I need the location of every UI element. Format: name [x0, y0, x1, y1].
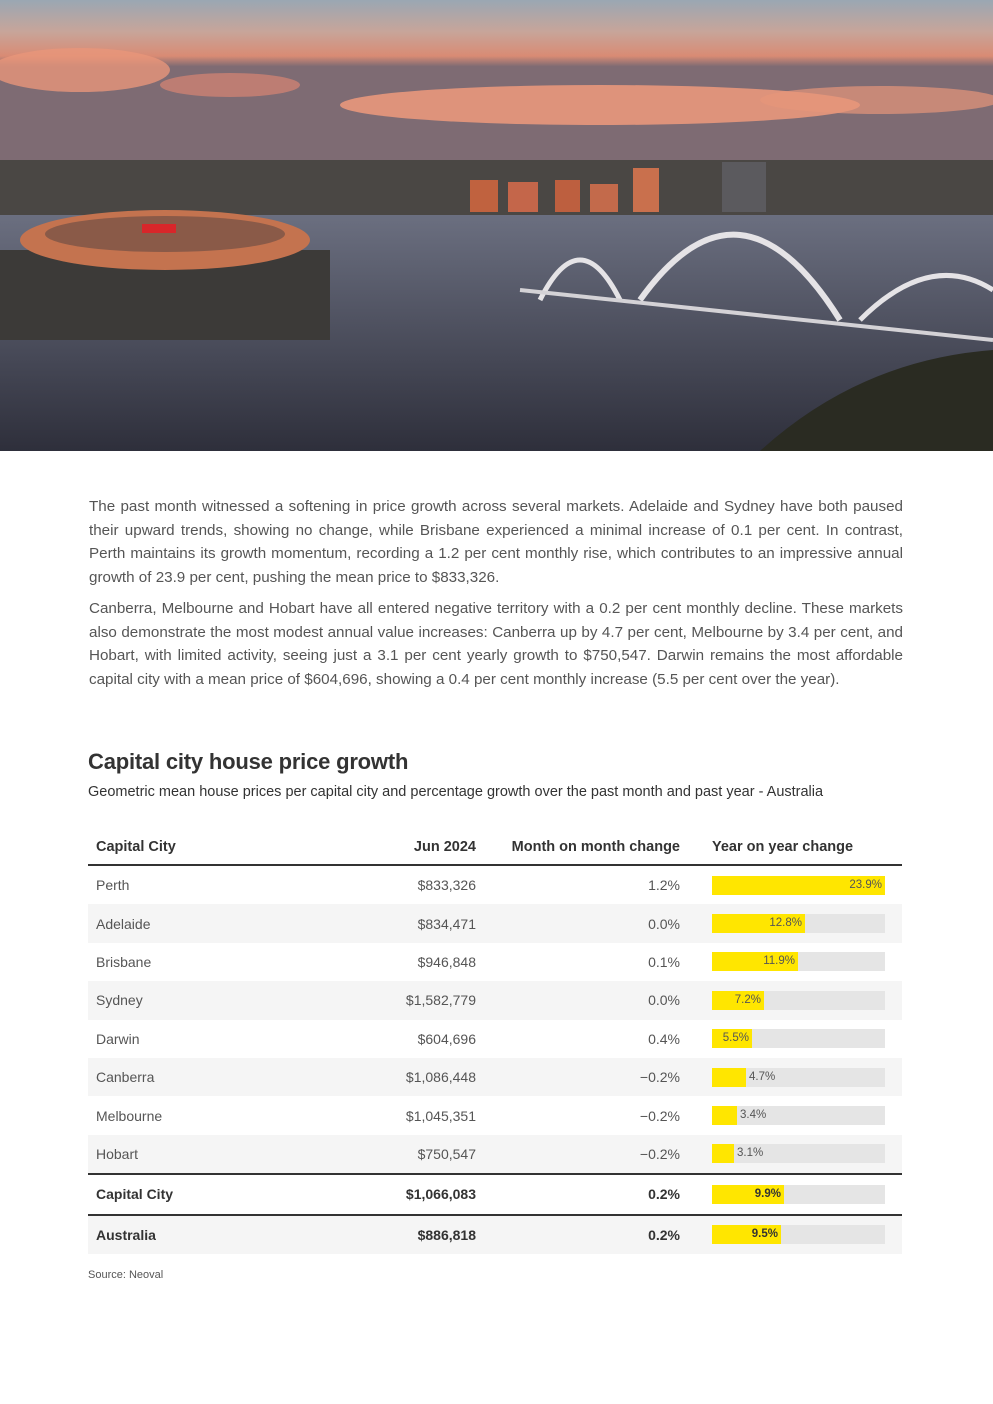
yoy-bar-track	[712, 1225, 885, 1244]
yoy-bar	[712, 1106, 737, 1125]
chart-title: Capital city house price growth	[88, 749, 409, 774]
article-body	[89, 495, 903, 699]
price-growth-table	[88, 829, 902, 1254]
yoy-bar-track	[712, 952, 885, 971]
cell-city: Melbourne	[96, 1107, 163, 1124]
table-row	[88, 981, 902, 1019]
cell-yoy	[680, 1029, 902, 1048]
cell-price: $1,066,083	[405, 1186, 476, 1203]
yoy-label: 9.5%	[751, 1228, 778, 1241]
yoy-label: 12.8%	[769, 917, 802, 930]
cell-yoy	[680, 1106, 902, 1125]
hero-photo	[0, 0, 993, 451]
table-header	[88, 829, 902, 866]
table-body	[88, 866, 902, 1254]
yoy-label: 3.1%	[737, 1147, 764, 1160]
cell-mom: 0.0%	[648, 915, 680, 932]
header-capital-city: Capital City	[96, 838, 176, 855]
table-row	[88, 904, 902, 942]
table-row	[88, 1214, 902, 1254]
yoy-bar	[712, 1068, 746, 1087]
table-row	[88, 1020, 902, 1058]
cell-mom: 0.2%	[648, 1226, 680, 1243]
cell-price: $833,326	[417, 877, 476, 894]
cell-city: Darwin	[96, 1030, 140, 1047]
yoy-bar-track	[712, 991, 885, 1010]
cell-mom: 0.1%	[648, 953, 680, 970]
header-month-on-month: Month on month change	[511, 838, 680, 855]
yoy-bar-track	[712, 1144, 885, 1163]
cell-price: $946,848	[417, 953, 476, 970]
cell-price: $1,045,351	[405, 1107, 476, 1124]
cell-price: $1,086,448	[405, 1069, 476, 1086]
yoy-label: 7.2%	[734, 993, 761, 1006]
cell-mom: 1.2%	[648, 877, 680, 894]
cell-mom: 0.2%	[648, 1186, 680, 1203]
yoy-label: 3.4%	[740, 1109, 767, 1122]
cell-city: Sydney	[96, 992, 143, 1009]
yoy-label: 9.9%	[754, 1187, 781, 1200]
cell-mom: −0.2%	[639, 1069, 680, 1086]
cell-city: Australia	[96, 1226, 156, 1243]
yoy-bar-track	[712, 1068, 885, 1087]
header-jun-2024: Jun 2024	[413, 838, 476, 855]
cell-yoy	[680, 876, 902, 895]
yoy-bar-track	[712, 1185, 885, 1204]
yoy-label: 4.7%	[749, 1070, 776, 1083]
cell-city: Perth	[96, 877, 130, 894]
cell-city: Capital City	[96, 1186, 174, 1203]
yoy-label: 11.9%	[763, 955, 795, 968]
table-row	[88, 1096, 902, 1134]
cell-yoy	[680, 914, 902, 933]
table-row	[88, 1135, 902, 1173]
yoy-label: 23.9%	[849, 878, 882, 891]
table-row	[88, 1173, 902, 1213]
yoy-bar-track	[712, 1106, 885, 1125]
cell-yoy	[680, 1144, 902, 1163]
cell-city: Canberra	[96, 1069, 155, 1086]
yoy-label: 5.5%	[722, 1032, 749, 1045]
cell-yoy	[680, 952, 902, 971]
table-row	[88, 866, 902, 904]
paragraph-1: The past month witnessed a softening in price growth across several markets. Adelaide and Sydney have both paused their upward trends, showing no change, while Brisbane experienced a minimal increase of 0.1 per cent. In contrast, Perth maintains its growth momentum, recording a 1.2 per cent monthly rise, which contributes to an impressive annual growth of 23.9 per cent, pushing the mean price to $833,326.	[89, 498, 903, 586]
cell-city: Hobart	[96, 1145, 139, 1162]
yoy-bar-track	[712, 876, 885, 895]
cell-mom: −0.2%	[639, 1107, 680, 1124]
table-row	[88, 943, 902, 981]
cell-yoy	[680, 1185, 902, 1204]
cell-city: Brisbane	[96, 953, 152, 970]
cell-yoy	[680, 991, 902, 1010]
cell-yoy	[680, 1225, 902, 1244]
cell-mom: −0.2%	[639, 1145, 680, 1162]
chart-subtitle: Geometric mean house prices per capital city and percentage growth over the past month and past year - Australia	[88, 784, 824, 800]
cell-yoy	[680, 1068, 902, 1087]
cell-price: $1,582,779	[405, 992, 476, 1009]
table-row	[88, 1058, 902, 1096]
cell-price: $834,471	[417, 915, 476, 932]
yoy-bar	[712, 1144, 734, 1163]
yoy-bar-track	[712, 1029, 885, 1048]
cell-price: $886,818	[417, 1226, 476, 1243]
cell-mom: 0.4%	[648, 1030, 680, 1047]
source-note: Source: Neoval	[88, 1269, 164, 1281]
cell-price: $750,547	[417, 1145, 476, 1162]
yoy-bar-track	[712, 914, 885, 933]
cell-mom: 0.0%	[648, 992, 680, 1009]
cell-price: $604,696	[417, 1030, 476, 1047]
paragraph-2: Canberra, Melbourne and Hobart have all entered negative territory with a 0.2 per cent monthly decline. These markets also demonstrate the most modest annual value increases: Canberra up by 4.7 per cent, Melbourne by 3.4 per cent, and Hobart, with limited activity, seeing just a 3.1 per cent yearly growth to $750,547. Darwin remains the most affordable capital city with a mean price of $604,696, showing a 0.4 per cent monthly increase (5.5 per cent over the year).	[89, 600, 903, 688]
header-year-on-year: Year on year change	[712, 838, 854, 855]
cell-city: Adelaide	[96, 915, 151, 932]
